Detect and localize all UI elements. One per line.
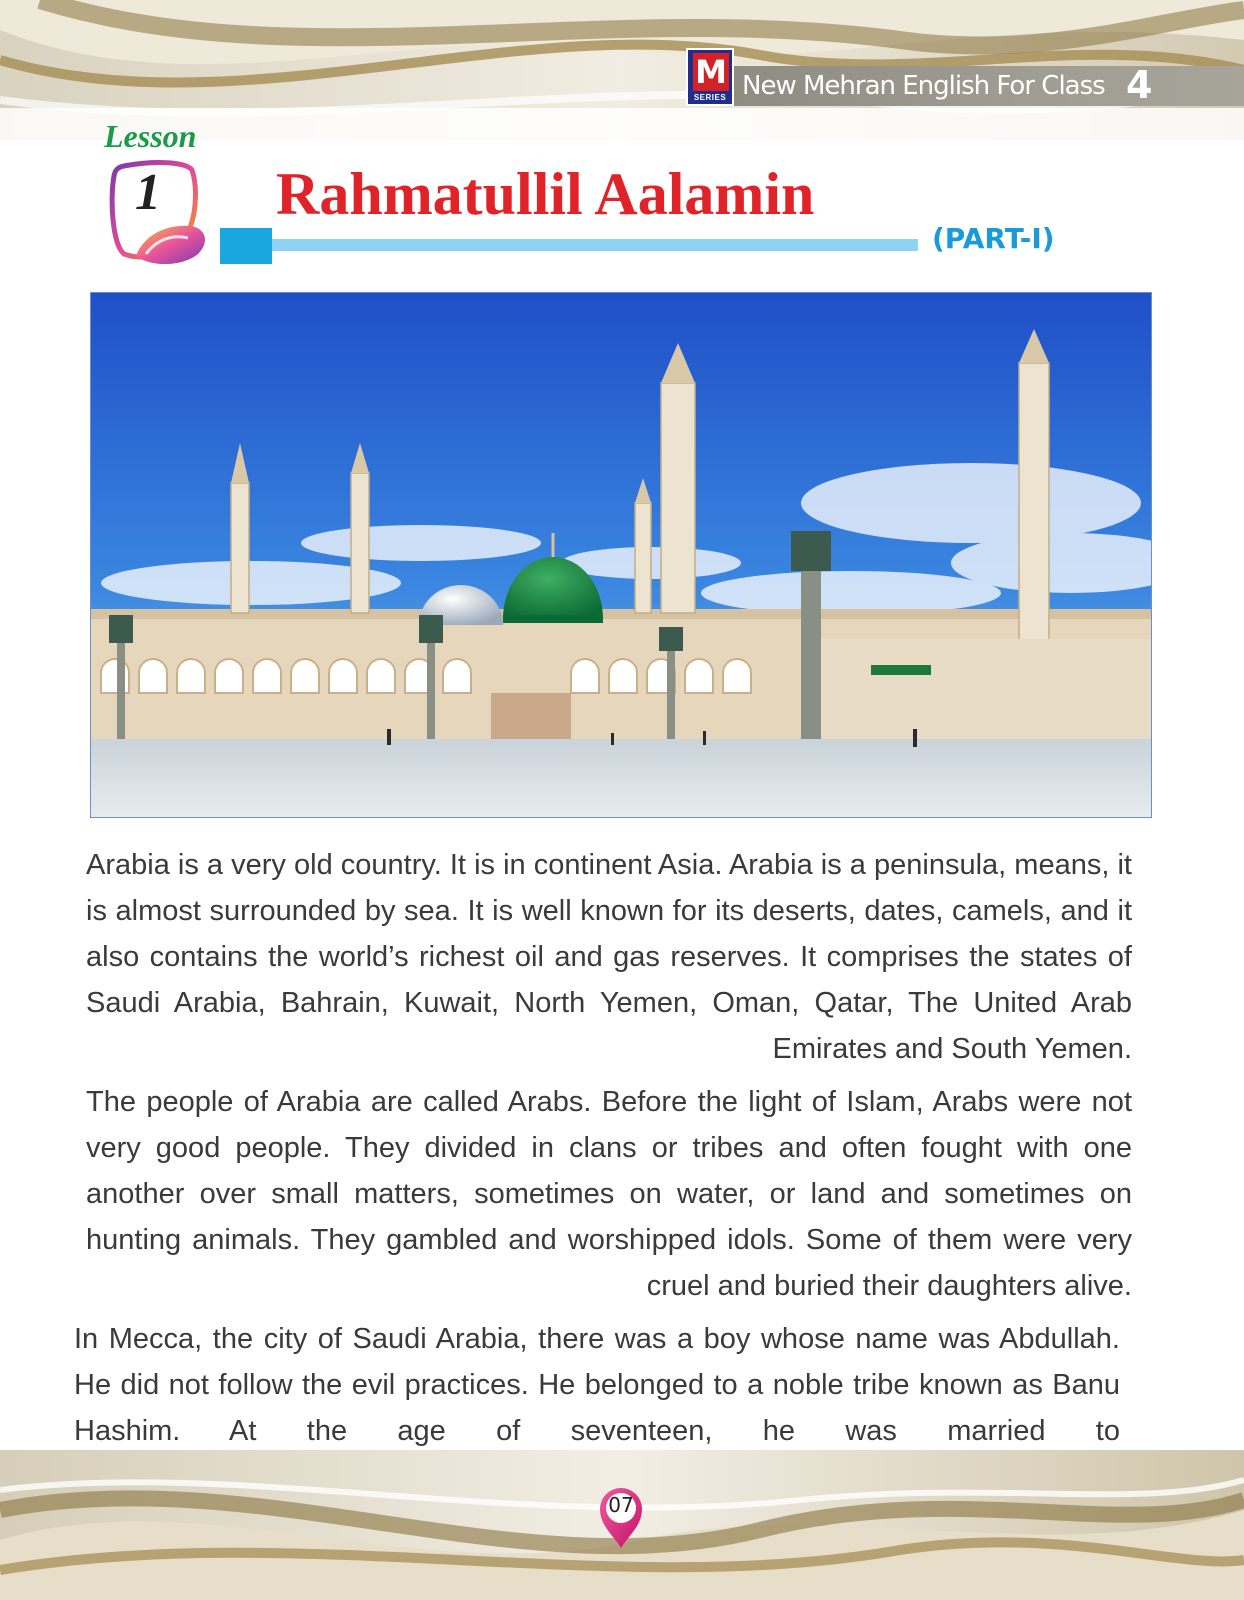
lesson-number: 1 bbox=[135, 164, 161, 221]
series-logo bbox=[686, 48, 734, 106]
class-number: 4 bbox=[1126, 63, 1153, 107]
series-logo-letter: M bbox=[693, 53, 729, 91]
title-underline bbox=[272, 239, 918, 251]
mosque-photo bbox=[90, 292, 1152, 818]
paragraph-3 bbox=[74, 1316, 1132, 1454]
paragraph-1-text: Arabia is a very old country. It is in continent Asia. Arabia is a peninsula, means, it is almost surrounded by sea. It is well known for its deserts, dates, camels, and it also contains the world’s richest oil and gas reserves. It comprises the states of Saudi Arabia, Bahrain, Kuwait, North Yemen, Oman, Qatar, The United Arab Emirates and South Yemen. bbox=[86, 849, 1132, 1065]
title-accent-block bbox=[220, 228, 272, 264]
lesson-title: Rahmatullil Aalamin bbox=[276, 161, 815, 227]
lesson-label: Lesson bbox=[104, 118, 197, 154]
paragraph-2-text: The people of Arabia are called Arabs. Before the light of Islam, Arabs were not very good people. They divided in clans or tribes and often fought with one another over small matters, sometimes on water, or land and sometimes on hunting animals. They gambled and worshipped idols. Some of them were very cruel and buried their daughters alive. bbox=[86, 1086, 1132, 1302]
paragraph-1 bbox=[74, 842, 1132, 1072]
paragraph-3-text: In Mecca, the city of Saudi Arabia, there was a boy whose name was Abdullah. He did not follow the evil practices. He belonged to a noble tribe known as Banu Hashim. At the age of seventeen, he was married to bbox=[74, 1323, 1120, 1447]
paragraph-2 bbox=[74, 1079, 1132, 1309]
book-title: New Mehran English For Class bbox=[742, 71, 1105, 101]
series-logo-caption: SERIES bbox=[693, 93, 727, 102]
page-number: 07 bbox=[608, 1493, 634, 1517]
part-label: (PART-I) bbox=[932, 222, 1055, 255]
